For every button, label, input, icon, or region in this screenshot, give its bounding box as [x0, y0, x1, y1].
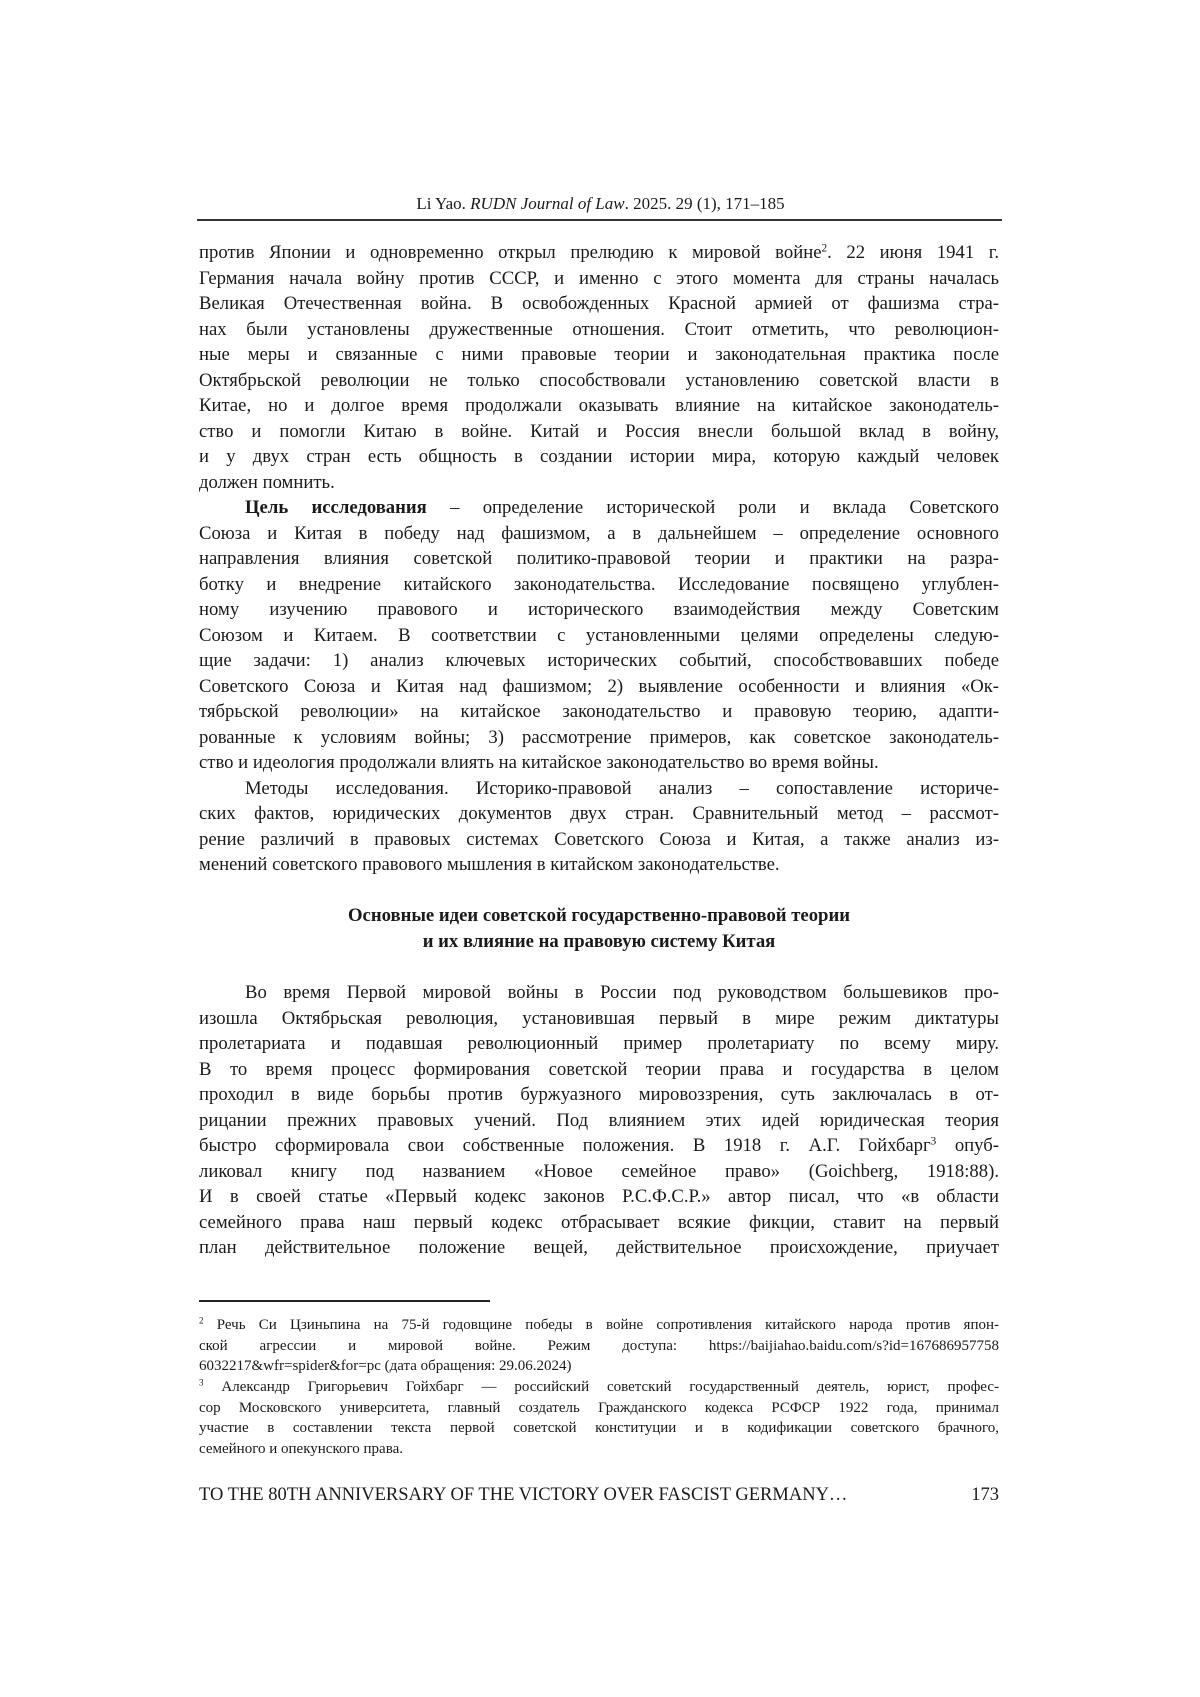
- text-segment: . 22 июня 1941 г.: [827, 242, 999, 263]
- text-line: [199, 240, 999, 266]
- body-text-top: [199, 240, 999, 878]
- text-line: рицании прежних правовых учений. Под влиянием этих идей юридическая теория: [199, 1108, 999, 1134]
- text-line: изошла Октябрьская революция, установившая первый в мире режим диктатуры: [199, 1006, 999, 1032]
- text-line: ные меры и связанные с ними правовые теории и законодательная практика после: [199, 342, 999, 368]
- text-segment: против Японии и одновременно открыл прелюдию к мировой войне: [199, 242, 822, 263]
- text-segment: Речь Си Цзиньпина на 75-й годовщине победы в войне сопротивления китайского народа против япон-: [204, 1317, 1000, 1333]
- text-line: [199, 1133, 999, 1159]
- footnote-ref: 3: [931, 1135, 937, 1147]
- text-line: Китае, но и долгое время продолжали оказывать влияние на китайское законодатель-: [199, 393, 999, 419]
- section-heading-line: и их влияние на правовую систему Китая: [199, 929, 999, 955]
- running-header: [199, 193, 1002, 215]
- text-segment: опуб-: [936, 1135, 999, 1156]
- footnote-rule: [199, 1300, 490, 1302]
- section-heading: [199, 903, 999, 954]
- body-text-bottom: [199, 980, 999, 1261]
- text-line: тябрьской революции» на китайское законодательство и правовую теорию, адапти-: [199, 699, 999, 725]
- footnote-line: сор Московского университета, главный создатель Гражданского кодекса РСФСР 1922 года, принимал: [199, 1398, 999, 1419]
- text-line: направления влияния советской политико-правовой теории и практики на разра-: [199, 546, 999, 572]
- footer-title: TO THE 80TH ANNIVERSARY OF THE VICTORY OVER FASCIST GERMANY…: [199, 1482, 847, 1508]
- header-issue: . 2025. 29 (1), 171–185: [625, 194, 785, 213]
- text-line: ство и идеология продолжали влиять на китайское законодательство во время войны.: [199, 750, 999, 776]
- text-segment: – определение исторической роли и вклада Советского: [427, 497, 999, 518]
- text-line: щие задачи: 1) анализ ключевых исторических событий, способствовавших победе: [199, 648, 999, 674]
- text-line: Союзом и Китаем. В соответствии с установленными целями определены следую-: [199, 623, 999, 649]
- text-line: должен помнить.: [199, 470, 999, 496]
- text-segment: быстро сформировала свои собственные положения. В 1918 г. А.Г. Гойхбарг: [199, 1135, 931, 1156]
- text-line: Советского Союза и Китая над фашизмом; 2) выявление особенности и влияния «Ок-: [199, 674, 999, 700]
- text-line: ботку и внедрение китайского законодательства. Исследование посвящено углублен-: [199, 572, 999, 598]
- text-line: нах были установлены дружественные отношения. Стоит отметить, что революцион-: [199, 317, 999, 343]
- running-footer: [199, 1482, 999, 1508]
- text-line: менений советского правового мышления в китайском законодательстве.: [199, 852, 999, 878]
- text-line: ство и помогли Китаю в войне. Китай и Россия внесли большой вклад в войну,: [199, 419, 999, 445]
- text-line: ских фактов, юридических документов двух стран. Сравнительный метод – рассмот-: [199, 801, 999, 827]
- footnote-line: 6032217&wfr=spider&for=pc (дата обращения: 29.06.2024): [199, 1356, 999, 1377]
- text-line: ному изучению правового и исторического взаимодействия между Советским: [199, 597, 999, 623]
- footnote-line: [199, 1315, 999, 1336]
- text-segment: Александр Григорьевич Гойхбарг — российский советский государственный деятель, юрист, профес-: [204, 1379, 1000, 1395]
- text-line: семейного права наш первый кодекс отбрасывает всякие фикции, ставит на первый: [199, 1210, 999, 1236]
- text-line: [199, 495, 999, 521]
- text-line: пролетариата и подавшая революционный пример пролетариату по всему миру.: [199, 1031, 999, 1057]
- text-line: рованные к условиям войны; 3) рассмотрение примеров, как советское законодатель-: [199, 725, 999, 751]
- footnotes: [199, 1315, 999, 1460]
- page-number: 173: [971, 1482, 999, 1508]
- footnote-line: [199, 1377, 999, 1398]
- footnote-line: семейного и опекунского права.: [199, 1439, 999, 1460]
- text-line: Методы исследования. Историко-правовой анализ – сопоставление историче-: [199, 776, 999, 802]
- header-rule: [197, 219, 1002, 221]
- text-line: и у двух стран есть общность в создании истории мира, которую каждый человек: [199, 444, 999, 470]
- header-journal: RUDN Journal of Law: [470, 194, 624, 213]
- text-line: Великая Отечественная война. В освобожденных Красной армией от фашизма стра-: [199, 291, 999, 317]
- text-line: Октябрьской революции не только способствовали установлению советской власти в: [199, 368, 999, 394]
- text-line: Союза и Китая в победу над фашизмом, а в дальнейшем – определение основного: [199, 521, 999, 547]
- text-line: рение различий в правовых системах Советского Союза и Китая, а также анализ из-: [199, 827, 999, 853]
- text-line: В то время процесс формирования советской теории права и государства в целом: [199, 1057, 999, 1083]
- text-line: Германия начала войну против СССР, и именно с этого момента для страны началась: [199, 266, 999, 292]
- text-line: ликовал книгу под названием «Новое семейное право» (Goichberg, 1918:88).: [199, 1159, 999, 1185]
- footnote-ref: 2: [199, 1316, 204, 1326]
- footnote-line: ской агрессии и мировой войне. Режим доступа: https://baijiahao.baidu.com/s?id=167686957758: [199, 1336, 999, 1357]
- footnote-ref: 3: [199, 1378, 204, 1388]
- footnote-line: участие в составлении текста первой советской конституции и в кодификации советского брачного,: [199, 1418, 999, 1439]
- text-line: Во время Первой мировой войны в России под руководством большевиков про-: [199, 980, 999, 1006]
- bold-term: Цель исследования: [245, 497, 427, 518]
- text-line: проходил в виде борьбы против буржуазного мировоззрения, суть заключалась в от-: [199, 1082, 999, 1108]
- header-author: Li Yao.: [416, 194, 470, 213]
- footnote-ref: 2: [822, 242, 828, 254]
- section-heading-line: Основные идеи советской государственно-правовой теории: [199, 903, 999, 929]
- text-line: И в своей статье «Первый кодекс законов Р.С.Ф.С.Р.» автор писал, что «в области: [199, 1184, 999, 1210]
- text-line: план действительное положение вещей, действительное происхождение, приучает: [199, 1235, 999, 1261]
